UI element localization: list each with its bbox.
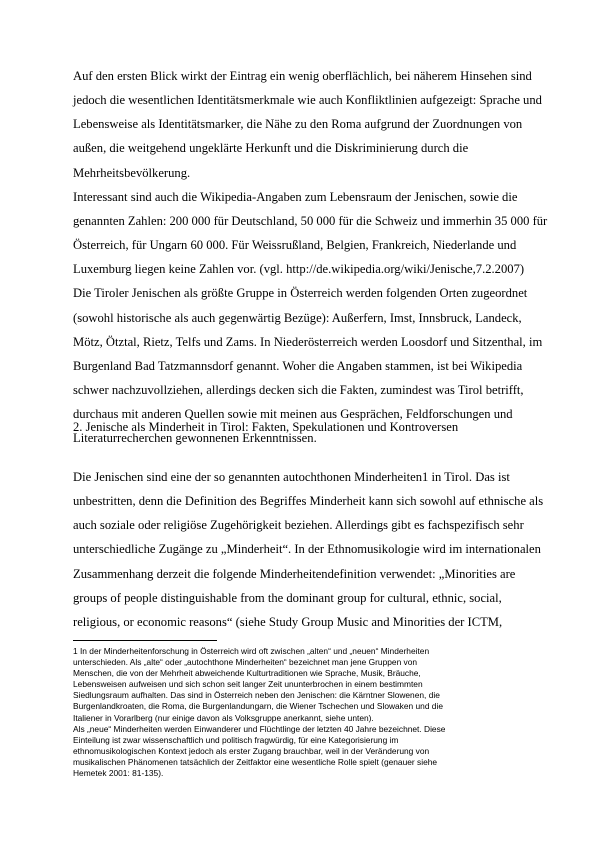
text-line: außen, die weitgehend ungeklärte Herkunft und die Diskriminierung durch die	[73, 141, 469, 156]
text-line: Literaturrecherchen gewonnenen Erkenntnissen.	[73, 431, 317, 446]
footnote-line: Lebensweisen aufweisen und sich schon seit langer Zeit ununterbrochen in einem bestimmten	[73, 679, 423, 690]
paragraph-identity-and-numbers	[73, 64, 548, 451]
text-line: jedoch die wesentlichen Identitätsmerkmale wie auch Konfliktlinien aufgezeigt: Sprache und	[73, 93, 542, 108]
text-line: schwer nachzuvollziehen, allerdings decken sich die Fakten, zumindest was Tirol betrifft,	[73, 383, 524, 398]
text-line: Mehrheitsbevölkerung.	[73, 165, 191, 180]
text-line: auch soziale oder religiöse Zugehörigkeit beziehen. Allerdings gibt es fachspezifisch sehr	[73, 518, 524, 533]
footnote-line: Einteilung ist zwar wissenschaftlich und politisch fragwürdig, für eine Kategorisierung im	[73, 734, 399, 745]
footnote-line: unterschieden. Als „alte“ oder „autochthone Minderheiten“ bezeichnet man jene Gruppen von	[73, 657, 418, 668]
text-line: religious, or economic reasons“ (siehe Study Group Music and Minorities der ICTM,	[73, 614, 503, 629]
footnote-line: Hemetek 2001: 81-135).	[73, 768, 164, 779]
footnote-line: 1 In der Minderheitenforschung in Österreich wird oft zwischen „alten“ und „neuen“ Minderheiten	[73, 646, 430, 656]
footnote-line: Italiener in Vorarlberg (nur einige davon als Volksgruppe anerkannt, siehe unten).	[73, 712, 374, 723]
text-line: Interessant sind auch die Wikipedia-Angaben zum Lebensraum der Jenischen, sowie die	[73, 189, 518, 204]
footnote-line: ethnomusikologischen Kontext jedoch als erster Zugang brauchbar, weil in der Veränderung von	[73, 745, 430, 756]
footnote	[73, 646, 528, 779]
text-line: Mötz, Ötztal, Rietz, Telfs und Zams. In Niederösterreich werden Loosdorf und Sitzenthal, im	[73, 334, 543, 349]
text-line: genannten Zahlen: 200 000 für Deutschland, 50 000 für die Schweiz und immerhin 35 000 für	[73, 213, 548, 228]
footnote-line: Siedlungsraum aufhalten. Das sind in Österreich neben den Jenischen: die Kärntner Slowenen, die	[73, 690, 440, 701]
footnote-line: Burgenlandkroaten, die Roma, die Burgenlandungarn, die Wiener Tschechen und Slowaken und die	[73, 701, 443, 712]
text-line: Lebensweise als Identitätsmarker, die Nähe zu den Roma aufgrund der Zuordnungen von	[73, 117, 523, 132]
text-line: Österreich, für Ungarn 60 000. Für Weissrußland, Belgien, Frankreich, Niederlande und	[73, 238, 517, 253]
section-heading: 2. Jenische als Minderheit in Tirol: Fakten, Spekulationen und Kontroversen	[73, 420, 459, 434]
text-line: Zusammenhang derzeit die folgende Minderheitendefinition verwendet: „Minorities are	[73, 566, 516, 581]
text-line: Auf den ersten Blick wirkt der Eintrag ein wenig oberflächlich, bei näherem Hinsehen sind	[73, 69, 532, 83]
footnote-line: musikalischen Phänomenen tatsächlich der Zeitfaktor eine wesentliche Rolle spielt (genauer siehe	[73, 756, 438, 767]
footnote-line: Menschen, die von der Mehrheit abweichende Kulturtraditionen wie Sprache, Musik, Bräuche,	[73, 668, 421, 679]
footnote-separator	[73, 640, 217, 641]
paragraph-minority-definition	[73, 465, 544, 634]
text-line: unterschiedliche Zugänge zu „Minderheit“. In der Ethnomusikologie wird im internationalen	[73, 542, 541, 557]
footnote-line: Als „neue“ Minderheiten werden Einwanderer und Flüchtlinge der letzten 40 Jahre bezeichnet. Diese	[73, 723, 446, 734]
text-line: Die Tiroler Jenischen als größte Gruppe in Österreich werden folgenden Orten zugeordnet	[73, 286, 528, 301]
text-line: unbestritten, denn die Definition des Begriffes Minderheit kann sich sowohl auf ethnische als	[73, 494, 544, 509]
text-line: (sowohl historische als auch gegenwärtig Bezüge): Außerfern, Imst, Innsbruck, Landeck,	[73, 310, 522, 325]
text-line: durchaus mit anderen Quellen sowie mit meinen aus Gesprächen, Feldforschungen und	[73, 407, 513, 422]
text-line: Die Jenischen sind eine der so genannten autochthonen Minderheiten1 in Tirol. Das ist	[73, 470, 510, 484]
text-line: Burgenland Bad Tatzmannsdorf genannt. Woher die Angaben stammen, ist bei Wikipedia	[73, 358, 523, 373]
text-line: groups of people distinguishable from the dominant group for cultural, ethnic, social,	[73, 590, 502, 605]
text-line: Luxemburg liegen keine Zahlen vor. (vgl. http://de.wikipedia.org/wiki/Jenische,7.2.2007)	[73, 262, 525, 277]
